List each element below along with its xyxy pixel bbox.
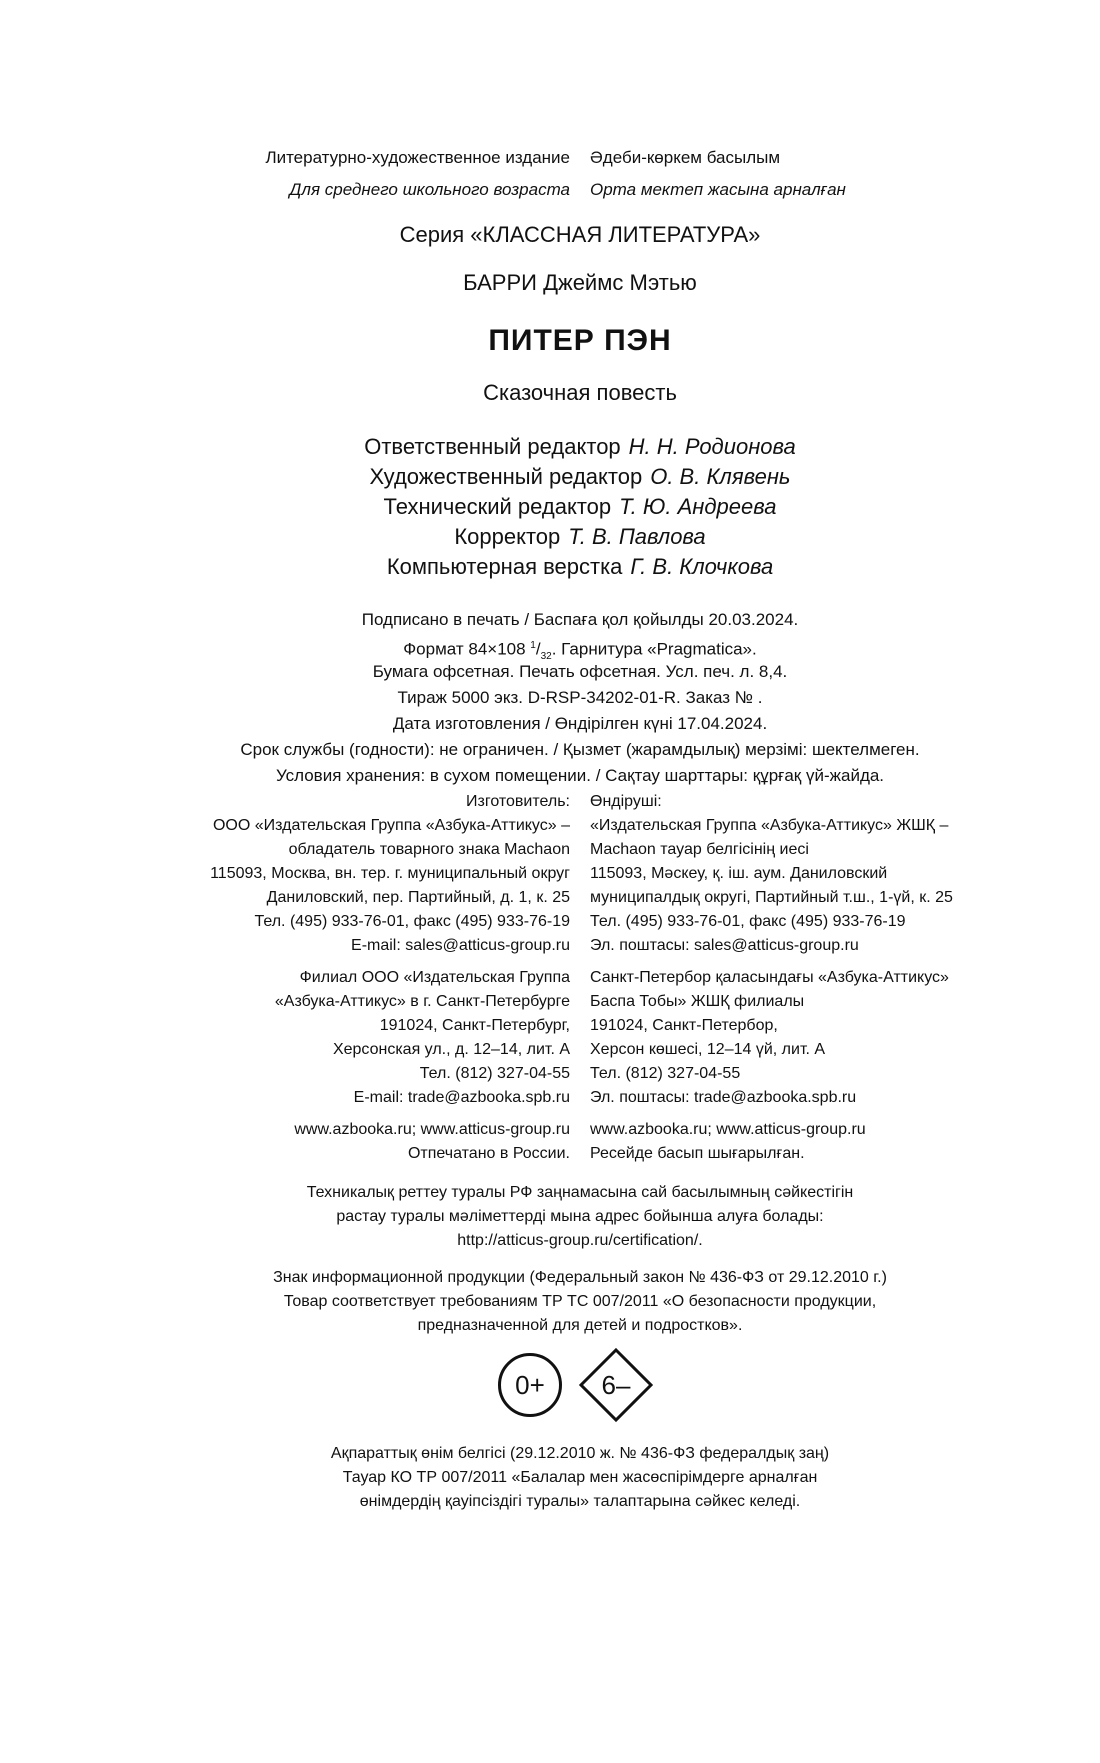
branch-kk: Санкт-Петербор қаласындағы «Азбука-Аттикус»: [590, 969, 949, 986]
storage-conditions: Условия хранения: в сухом помещении. / Сақтау шарттары: құрғақ үй-жайда.: [275, 766, 885, 785]
manufacturer-ru: Изготовитель:: [466, 793, 570, 810]
certification-url: http://atticus-group.ru/certification/.: [457, 1232, 703, 1249]
signed-to-print: Подписано в печать / Баспаға қол қойылды 20.03.2024.: [361, 610, 799, 629]
credit-line: [0, 432, 1100, 462]
credit-role: Ответственный редактор: [364, 434, 621, 459]
certification-line: растау туралы мәліметтерді мына адрес бойынша алуға болады:: [336, 1208, 824, 1225]
manufacturer-kk: муниципалдық округі, Партийный т.ш., 1-үй, к. 25: [590, 889, 953, 906]
age-rating-diamond-label: 6–: [601, 1370, 631, 1400]
printed-kk: Ресейде басып шығарылған.: [590, 1145, 805, 1162]
genre: Сказочная повесть: [483, 380, 677, 405]
manufacturer-kk: 115093, Мәскеу, қ. іш. аум. Даниловский: [590, 865, 888, 882]
branch-ru: 191024, Санкт-Петербург,: [379, 1017, 570, 1034]
paper-info: Бумага офсетная. Печать офсетная. Усл. печ. л. 8,4.: [372, 662, 788, 681]
circulation-info: Тираж 5000 экз. D-RSP-34202-01-R. Заказ № .: [397, 688, 763, 707]
format-frac-den: 32: [540, 651, 552, 663]
credit-line: [0, 522, 1100, 552]
credit-name: Г. В. Клочкова: [630, 554, 774, 579]
branch-ru: Херсонская ул., д. 12–14, лит. А: [332, 1041, 570, 1058]
web-ru: www.azbooka.ru; www.atticus-group.ru: [294, 1121, 570, 1138]
branch-kk: Тел. (812) 327-04-55: [590, 1065, 741, 1082]
info-sign-line: Знак информационной продукции (Федеральный закон № 436-ФЗ от 29.12.2010 г.): [273, 1269, 887, 1286]
age-rating-circle-icon: 0+: [498, 1353, 562, 1417]
format-frac-num: 1: [530, 640, 536, 651]
age-group-kk: Орта мектеп жасына арналған: [590, 180, 846, 199]
branch-kk: Херсон көшесі, 12–14 үй, лит. А: [590, 1041, 826, 1058]
credit-name: Т. В. Павлова: [568, 524, 706, 549]
branch-kk: 191024, Санкт-Петербор,: [590, 1017, 778, 1034]
manufacturer-kk: Тел. (495) 933-76-01, факс (495) 933-76-19: [590, 913, 906, 930]
branch-kk: Баспа Тобы» ЖШҚ филиалы: [590, 993, 805, 1010]
info-sign-kk-line: Тауар КО ТР 007/2011 «Балалар мен жасөспірімдерге арналған: [342, 1469, 818, 1486]
manufacturer-ru: обладатель товарного знака Machaon: [288, 841, 570, 858]
format-suffix: . Гарнитура «Pragmatica».: [551, 639, 757, 659]
manufacturer-kk: Эл. поштасы: sales@atticus-group.ru: [590, 937, 859, 954]
credit-name: О. В. Клявень: [650, 464, 791, 489]
credit-role: Компьютерная верстка: [386, 554, 623, 579]
info-sign-line: предназначенной для детей и подростков».: [417, 1317, 743, 1334]
branch-ru: Тел. (812) 327-04-55: [419, 1065, 570, 1082]
manufacturer-kk: «Издательская Группа «Азбука-Аттикус» ЖШҚ –: [590, 817, 949, 834]
manufacturer-ru: Тел. (495) 933-76-01, факс (495) 933-76-19: [254, 913, 570, 930]
age-badges: [498, 1347, 668, 1427]
info-sign-kk-line: өнімдердің қауіпсіздігі туралы» талаптарына сәйкес келеді.: [359, 1493, 801, 1510]
manufacturer-ru: ООО «Издательская Группа «Азбука-Аттикус» –: [212, 817, 570, 834]
credit-line: [0, 462, 1100, 492]
web-kk: www.azbooka.ru; www.atticus-group.ru: [590, 1121, 866, 1138]
format-prefix: Формат 84×108: [403, 639, 526, 659]
age-rating-diamond-icon: [578, 1347, 654, 1423]
info-sign-kk-line: Ақпараттық өнім белгісі (29.12.2010 ж. № 436-ФЗ федералдық заң): [330, 1445, 830, 1462]
credit-line: [0, 492, 1100, 522]
edition-type-kk: Әдеби-көркем басылым: [590, 148, 781, 167]
info-sign-line: Товар соответствует требованиям ТР ТС 007/2011 «О безопасности продукции,: [283, 1293, 877, 1310]
service-life: Срок службы (годности): не ограничен. / Қызмет (жарамдылық) мерзімі: шектелмеген.: [240, 740, 920, 759]
branch-ru: «Азбука-Аттикус» в г. Санкт-Петербурге: [274, 993, 570, 1010]
manufactured-date: Дата изготовления / Өндірілген күні 17.04.2024.: [392, 714, 768, 733]
manufacturer-ru: Даниловский, пер. Партийный, д. 1, к. 25: [266, 889, 570, 906]
credit-name: Т. Ю. Андреева: [619, 494, 777, 519]
manufacturer-ru: 115093, Москва, вн. тер. г. муниципальный округ: [210, 865, 570, 882]
branch-kk: Эл. поштасы: trade@azbooka.spb.ru: [590, 1089, 857, 1106]
author: БАРРИ Джеймс Мэтью: [463, 270, 697, 295]
branch-ru: E-mail: trade@azbooka.spb.ru: [353, 1089, 570, 1106]
credit-line: [0, 552, 1100, 582]
age-group-ru: Для среднего школьного возраста: [289, 180, 570, 199]
credit-role: Технический редактор: [383, 494, 612, 519]
credit-name: Н. Н. Родионова: [628, 434, 796, 459]
credit-role: Художественный редактор: [369, 464, 643, 489]
credit-role: Корректор: [454, 524, 561, 549]
format-line: Формат 84×108 $^1/_{32}$. Гарнитура «Pragmatica».: [403, 639, 757, 663]
branch-ru: Филиал ООО «Издательская Группа: [299, 969, 570, 986]
certification-line: Техникалық реттеу туралы РФ заңнамасына сай басылымның сәйкестігін: [306, 1184, 854, 1201]
manufacturer-ru: E-mail: sales@atticus-group.ru: [351, 937, 570, 954]
edition-type-ru: Литературно-художественное издание: [265, 148, 570, 167]
manufacturer-kk: Machaon тауар белгісінің иесі: [590, 841, 809, 858]
printed-ru: Отпечатано в России.: [407, 1145, 570, 1162]
series: Серия «КЛАССНАЯ ЛИТЕРАТУРА»: [399, 222, 761, 247]
book-title: ПИТЕР ПЭН: [488, 324, 672, 357]
manufacturer-kk: Өндіруші:: [590, 793, 662, 810]
